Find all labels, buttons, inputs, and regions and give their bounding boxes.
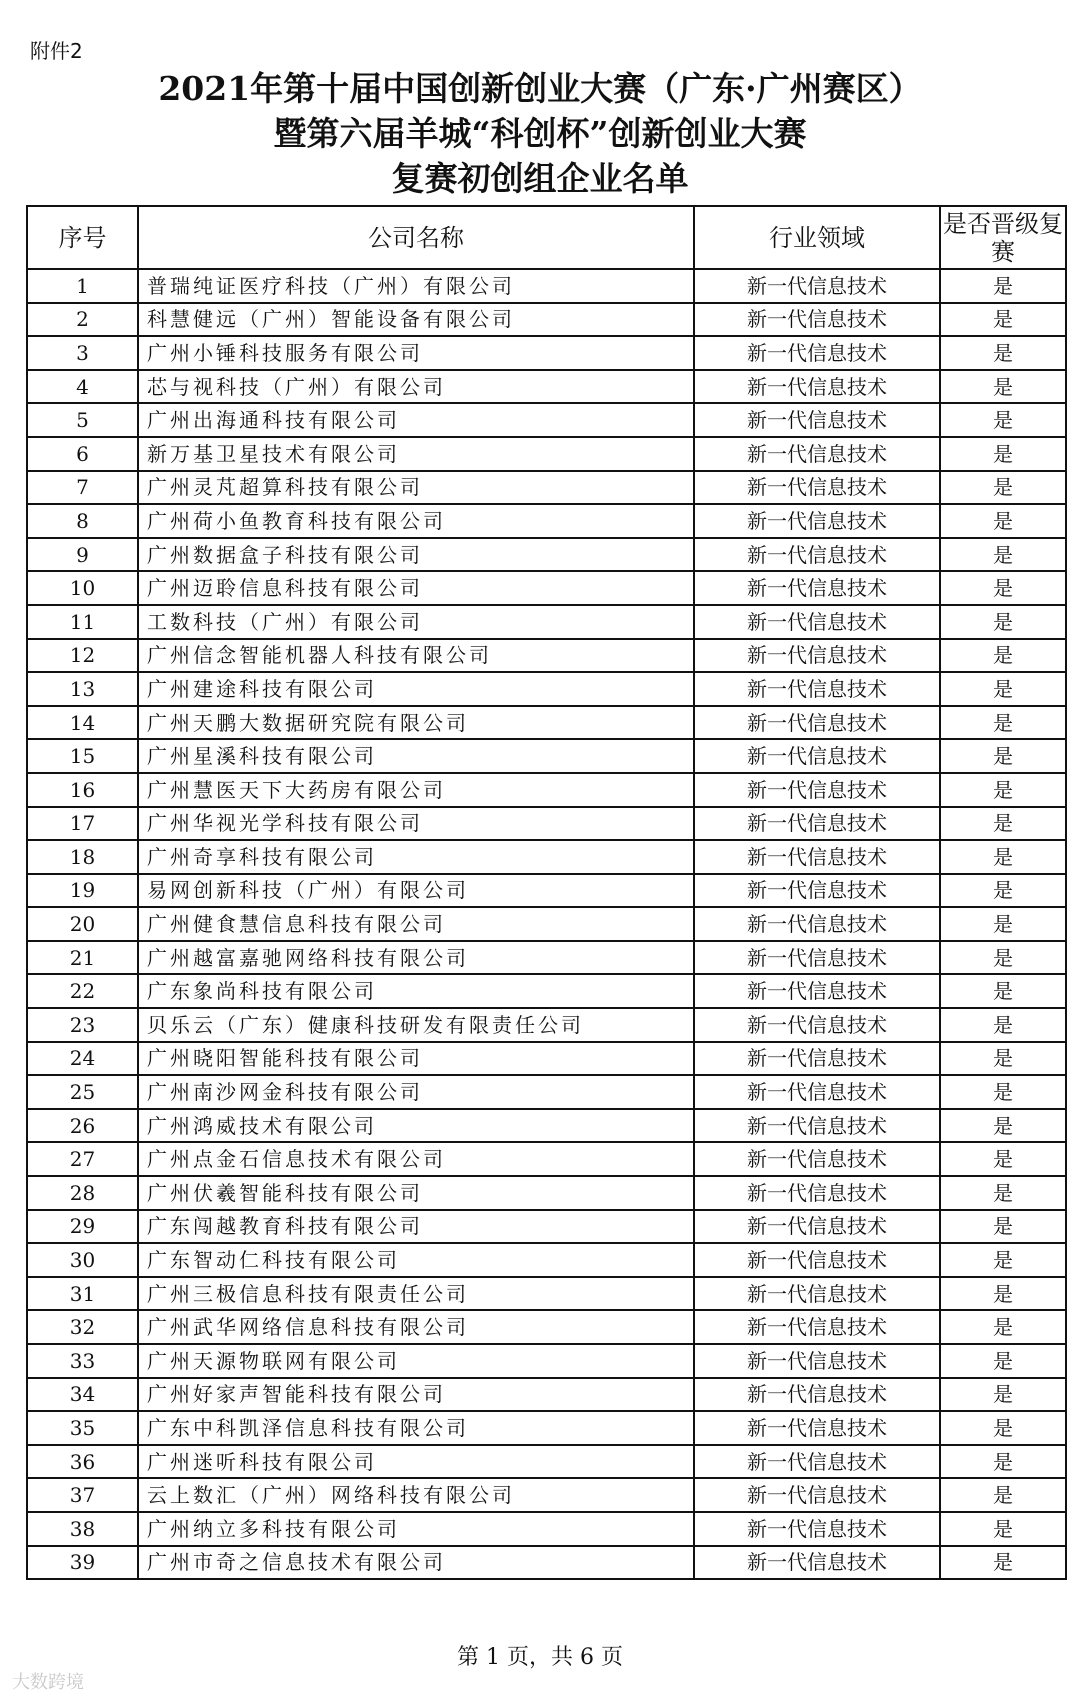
- row-no: 36: [27, 1445, 138, 1479]
- header-advance: 是否晋级复赛: [940, 206, 1066, 269]
- industry-field: 新一代信息技术: [694, 1142, 940, 1176]
- page-number: 第 1 页，共 6 页: [457, 1645, 623, 1670]
- industry-field: 新一代信息技术: [694, 1008, 940, 1042]
- table-row: [27, 1512, 1066, 1546]
- table-row: [27, 538, 1066, 572]
- row-no: 7: [27, 471, 138, 505]
- industry-field: 新一代信息技术: [694, 571, 940, 605]
- row-no: 20: [27, 907, 138, 941]
- watermark: 大数跨境: [12, 1672, 84, 1693]
- company-name: 广州数据盒子科技有限公司: [138, 538, 694, 572]
- industry-field: 新一代信息技术: [694, 504, 940, 538]
- table-row: [27, 1075, 1066, 1109]
- industry-field: 新一代信息技术: [694, 706, 940, 740]
- advance-status: 是: [940, 571, 1066, 605]
- company-name: 广州星溪科技有限公司: [138, 739, 694, 773]
- row-no: 4: [27, 370, 138, 404]
- company-name: 广州灵芃超算科技有限公司: [138, 471, 694, 505]
- industry-field: 新一代信息技术: [694, 1411, 940, 1445]
- row-no: 28: [27, 1176, 138, 1210]
- advance-status: 是: [940, 1478, 1066, 1512]
- table-row: [27, 672, 1066, 706]
- industry-field: 新一代信息技术: [694, 1075, 940, 1109]
- title-line-2: 暨第六届羊城“科创杯”创新创业大赛: [273, 114, 807, 153]
- industry-field: 新一代信息技术: [694, 941, 940, 975]
- industry-field: 新一代信息技术: [694, 907, 940, 941]
- company-name: 科慧健远（广州）智能设备有限公司: [138, 303, 694, 337]
- advance-status: 是: [940, 840, 1066, 874]
- table-row: [27, 1445, 1066, 1479]
- table-row: [27, 1210, 1066, 1244]
- advance-status: 是: [940, 370, 1066, 404]
- row-no: 34: [27, 1378, 138, 1412]
- industry-field: 新一代信息技术: [694, 1478, 940, 1512]
- table-row: [27, 1176, 1066, 1210]
- company-name: 工数科技（广州）有限公司: [138, 605, 694, 639]
- table-row: [27, 739, 1066, 773]
- industry-field: 新一代信息技术: [694, 739, 940, 773]
- table-row: [27, 1109, 1066, 1143]
- advance-status: 是: [940, 1210, 1066, 1244]
- advance-status: 是: [940, 437, 1066, 471]
- advance-status: 是: [940, 672, 1066, 706]
- company-name: 广州迷听科技有限公司: [138, 1445, 694, 1479]
- company-name: 广州信念智能机器人科技有限公司: [138, 639, 694, 673]
- title-line-3: 复赛初创组企业名单: [391, 159, 689, 198]
- company-name: 广州点金石信息技术有限公司: [138, 1142, 694, 1176]
- company-name: 广州南沙网金科技有限公司: [138, 1075, 694, 1109]
- industry-field: 新一代信息技术: [694, 1546, 940, 1580]
- advance-status: 是: [940, 1445, 1066, 1479]
- company-name: 贝乐云（广东）健康科技研发有限责任公司: [138, 1008, 694, 1042]
- industry-field: 新一代信息技术: [694, 773, 940, 807]
- advance-status: 是: [940, 874, 1066, 908]
- title-line-1: 2021年第十届中国创新创业大赛（广东·广州赛区）: [158, 69, 922, 108]
- table-row: [27, 504, 1066, 538]
- industry-field: 新一代信息技术: [694, 370, 940, 404]
- row-no: 1: [27, 269, 138, 303]
- industry-field: 新一代信息技术: [694, 1310, 940, 1344]
- row-no: 26: [27, 1109, 138, 1143]
- row-no: 38: [27, 1512, 138, 1546]
- row-no: 3: [27, 336, 138, 370]
- advance-status: 是: [940, 605, 1066, 639]
- table-row: [27, 403, 1066, 437]
- company-name: 广州武华网络信息科技有限公司: [138, 1310, 694, 1344]
- advance-status: 是: [940, 504, 1066, 538]
- industry-field: 新一代信息技术: [694, 1243, 940, 1277]
- advance-status: 是: [940, 639, 1066, 673]
- company-name: 广州天源物联网有限公司: [138, 1344, 694, 1378]
- industry-field: 新一代信息技术: [694, 1344, 940, 1378]
- row-no: 6: [27, 437, 138, 471]
- advance-status: 是: [940, 739, 1066, 773]
- advance-status: 是: [940, 1378, 1066, 1412]
- company-name: 广州三极信息科技有限责任公司: [138, 1277, 694, 1311]
- company-name: 广州华视光学科技有限公司: [138, 807, 694, 841]
- table-row: [27, 1478, 1066, 1512]
- table-row: [27, 706, 1066, 740]
- row-no: 15: [27, 739, 138, 773]
- table-row: [27, 874, 1066, 908]
- row-no: 8: [27, 504, 138, 538]
- advance-status: 是: [940, 974, 1066, 1008]
- advance-status: 是: [940, 1546, 1066, 1580]
- advance-status: 是: [940, 1277, 1066, 1311]
- table-row: [27, 639, 1066, 673]
- company-name: 新万基卫星技术有限公司: [138, 437, 694, 471]
- advance-status: 是: [940, 941, 1066, 975]
- company-name: 广州建途科技有限公司: [138, 672, 694, 706]
- advance-status: 是: [940, 1109, 1066, 1143]
- row-no: 10: [27, 571, 138, 605]
- advance-status: 是: [940, 538, 1066, 572]
- table-row: [27, 1546, 1066, 1580]
- table-row: [27, 471, 1066, 505]
- industry-field: 新一代信息技术: [694, 403, 940, 437]
- advance-status: 是: [940, 1142, 1066, 1176]
- row-no: 21: [27, 941, 138, 975]
- row-no: 29: [27, 1210, 138, 1244]
- company-name: 广州奇享科技有限公司: [138, 840, 694, 874]
- industry-field: 新一代信息技术: [694, 874, 940, 908]
- advance-status: 是: [940, 907, 1066, 941]
- company-name: 广州荷小鱼教育科技有限公司: [138, 504, 694, 538]
- company-name: 广州天鹏大数据研究院有限公司: [138, 706, 694, 740]
- company-name: 广州鸿威技术有限公司: [138, 1109, 694, 1143]
- industry-field: 新一代信息技术: [694, 1176, 940, 1210]
- table-row: [27, 1277, 1066, 1311]
- row-no: 12: [27, 639, 138, 673]
- advance-status: 是: [940, 303, 1066, 337]
- company-name: 广州健食慧信息科技有限公司: [138, 907, 694, 941]
- company-name: 广州小锤科技服务有限公司: [138, 336, 694, 370]
- advance-status: 是: [940, 1176, 1066, 1210]
- company-name: 广东智动仁科技有限公司: [138, 1243, 694, 1277]
- table-row: [27, 1142, 1066, 1176]
- table-row: [27, 974, 1066, 1008]
- row-no: 39: [27, 1546, 138, 1580]
- table-row: [27, 1411, 1066, 1445]
- table-row: [27, 907, 1066, 941]
- industry-field: 新一代信息技术: [694, 1042, 940, 1076]
- industry-field: 新一代信息技术: [694, 303, 940, 337]
- header-no: 序号: [27, 206, 138, 269]
- industry-field: 新一代信息技术: [694, 471, 940, 505]
- row-no: 5: [27, 403, 138, 437]
- table-row: [27, 840, 1066, 874]
- company-name: 芯与视科技（广州）有限公司: [138, 370, 694, 404]
- company-name: 广东闯越教育科技有限公司: [138, 1210, 694, 1244]
- industry-field: 新一代信息技术: [694, 1445, 940, 1479]
- advance-status: 是: [940, 1075, 1066, 1109]
- company-name: 广州越富嘉驰网络科技有限公司: [138, 941, 694, 975]
- company-name: 云上数汇（广州）网络科技有限公司: [138, 1478, 694, 1512]
- table-row: [27, 1378, 1066, 1412]
- company-name: 广州慧医天下大药房有限公司: [138, 773, 694, 807]
- advance-status: 是: [940, 1344, 1066, 1378]
- industry-field: 新一代信息技术: [694, 1277, 940, 1311]
- table-row: [27, 1310, 1066, 1344]
- industry-field: 新一代信息技术: [694, 437, 940, 471]
- company-name: 广州纳立多科技有限公司: [138, 1512, 694, 1546]
- row-no: 37: [27, 1478, 138, 1512]
- row-no: 33: [27, 1344, 138, 1378]
- table-row: [27, 571, 1066, 605]
- company-name: 易网创新科技（广州）有限公司: [138, 874, 694, 908]
- row-no: 30: [27, 1243, 138, 1277]
- advance-status: 是: [940, 706, 1066, 740]
- table-row: [27, 370, 1066, 404]
- company-name: 广州伏羲智能科技有限公司: [138, 1176, 694, 1210]
- table-row: [27, 807, 1066, 841]
- table-row: [27, 941, 1066, 975]
- table-row: [27, 1243, 1066, 1277]
- industry-field: 新一代信息技术: [694, 807, 940, 841]
- row-no: 24: [27, 1042, 138, 1076]
- advance-status: 是: [940, 403, 1066, 437]
- row-no: 35: [27, 1411, 138, 1445]
- row-no: 9: [27, 538, 138, 572]
- table-row: [27, 773, 1066, 807]
- industry-field: 新一代信息技术: [694, 269, 940, 303]
- row-no: 11: [27, 605, 138, 639]
- advance-status: 是: [940, 807, 1066, 841]
- row-no: 31: [27, 1277, 138, 1311]
- industry-field: 新一代信息技术: [694, 1109, 940, 1143]
- advance-status: 是: [940, 1008, 1066, 1042]
- industry-field: 新一代信息技术: [694, 672, 940, 706]
- advance-status: 是: [940, 336, 1066, 370]
- company-name: 普瑞纯证医疗科技（广州）有限公司: [138, 269, 694, 303]
- advance-status: 是: [940, 1411, 1066, 1445]
- row-no: 16: [27, 773, 138, 807]
- industry-field: 新一代信息技术: [694, 605, 940, 639]
- row-no: 27: [27, 1142, 138, 1176]
- row-no: 13: [27, 672, 138, 706]
- company-name: 广州出海通科技有限公司: [138, 403, 694, 437]
- company-table: [26, 205, 1067, 1580]
- table-row: [27, 1008, 1066, 1042]
- industry-field: 新一代信息技术: [694, 974, 940, 1008]
- table-row: [27, 605, 1066, 639]
- advance-status: 是: [940, 269, 1066, 303]
- company-name: 广州晓阳智能科技有限公司: [138, 1042, 694, 1076]
- row-no: 32: [27, 1310, 138, 1344]
- row-no: 23: [27, 1008, 138, 1042]
- advance-status: 是: [940, 471, 1066, 505]
- company-name: 广州迈聆信息科技有限公司: [138, 571, 694, 605]
- advance-status: 是: [940, 773, 1066, 807]
- row-no: 18: [27, 840, 138, 874]
- industry-field: 新一代信息技术: [694, 840, 940, 874]
- table-row: [27, 1042, 1066, 1076]
- company-name: 广州市奇之信息技术有限公司: [138, 1546, 694, 1580]
- attachment-label: 附件2: [30, 39, 83, 63]
- advance-status: 是: [940, 1310, 1066, 1344]
- row-no: 17: [27, 807, 138, 841]
- industry-field: 新一代信息技术: [694, 639, 940, 673]
- industry-field: 新一代信息技术: [694, 336, 940, 370]
- row-no: 25: [27, 1075, 138, 1109]
- row-no: 2: [27, 303, 138, 337]
- advance-status: 是: [940, 1042, 1066, 1076]
- industry-field: 新一代信息技术: [694, 1512, 940, 1546]
- row-no: 14: [27, 706, 138, 740]
- industry-field: 新一代信息技术: [694, 1210, 940, 1244]
- table-row: [27, 1344, 1066, 1378]
- industry-field: 新一代信息技术: [694, 538, 940, 572]
- header-name: 公司名称: [138, 206, 694, 269]
- table-row: [27, 336, 1066, 370]
- table-row: [27, 269, 1066, 303]
- company-name: 广东象尚科技有限公司: [138, 974, 694, 1008]
- advance-status: 是: [940, 1243, 1066, 1277]
- company-name: 广州好家声智能科技有限公司: [138, 1378, 694, 1412]
- advance-status: 是: [940, 1512, 1066, 1546]
- table-row: [27, 303, 1066, 337]
- table-row: [27, 437, 1066, 471]
- header-field: 行业领域: [694, 206, 940, 269]
- industry-field: 新一代信息技术: [694, 1378, 940, 1412]
- row-no: 22: [27, 974, 138, 1008]
- company-name: 广东中科凯泽信息科技有限公司: [138, 1411, 694, 1445]
- row-no: 19: [27, 874, 138, 908]
